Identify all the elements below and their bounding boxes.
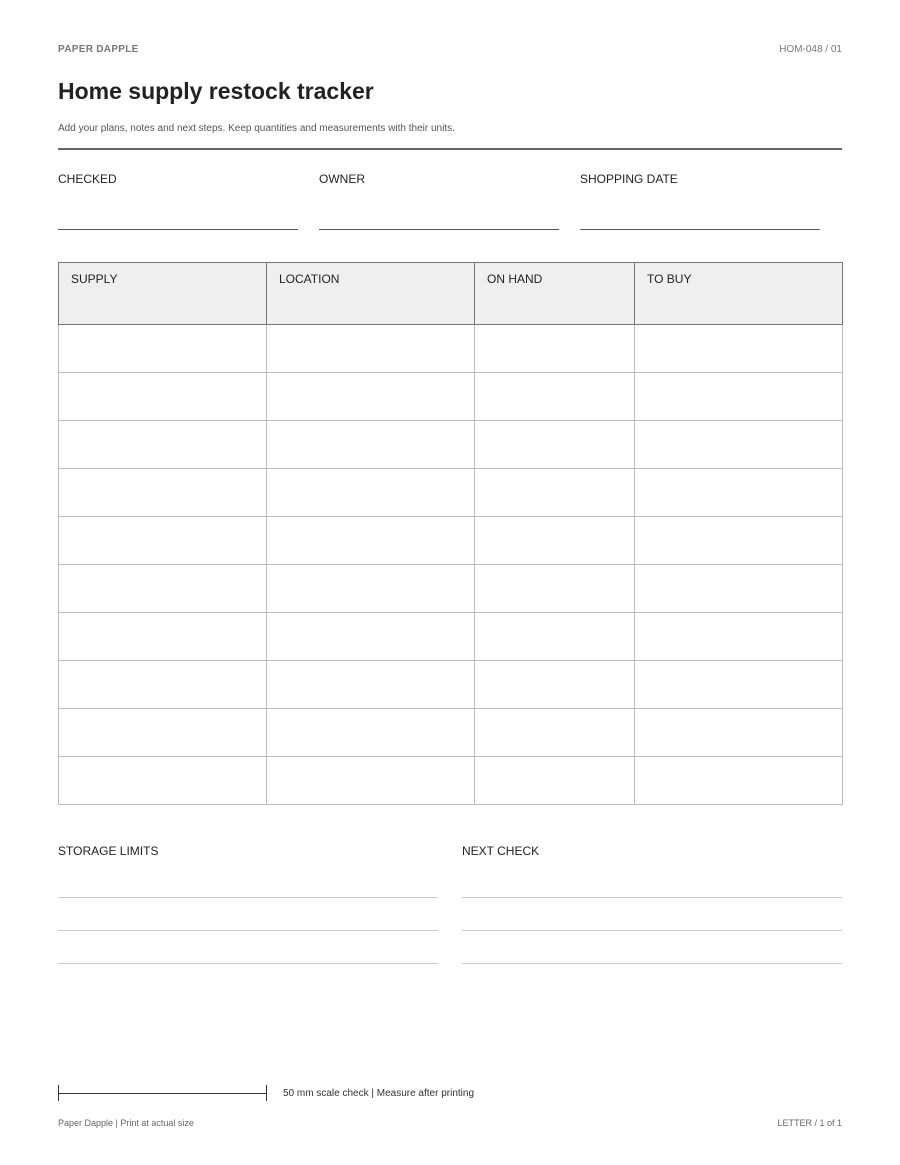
scale-check-text: 50 mm scale check | Measure after printing <box>283 1088 475 1099</box>
owner-label: OWNER <box>319 172 365 186</box>
storage-limits-line[interactable] <box>58 897 438 898</box>
shopping-date-write-line <box>580 229 820 230</box>
table-cell-supply[interactable] <box>59 613 267 661</box>
table-cell-to-buy[interactable] <box>635 757 843 805</box>
worksheet-page <box>58 0 842 1165</box>
table-header-row <box>59 263 843 325</box>
table-cell-location[interactable] <box>267 325 475 373</box>
table-cell-location[interactable] <box>267 517 475 565</box>
table-cell-on-hand[interactable] <box>475 421 635 469</box>
table-cell-supply[interactable] <box>59 709 267 757</box>
brand-name: PAPER DAPPLE <box>58 44 139 55</box>
table-cell-location[interactable] <box>267 469 475 517</box>
table-cell-to-buy[interactable] <box>635 325 843 373</box>
table-cell-to-buy[interactable] <box>635 565 843 613</box>
table-cell-on-hand[interactable] <box>475 661 635 709</box>
table-cell-supply[interactable] <box>59 757 267 805</box>
next-check-line[interactable] <box>462 930 842 931</box>
table-cell-location[interactable] <box>267 565 475 613</box>
checked-label: CHECKED <box>58 172 117 186</box>
table-cell-supply[interactable] <box>59 565 267 613</box>
scale-bar <box>58 1084 268 1102</box>
footer-left-text: Paper Dapple | Print at actual size <box>58 1118 194 1128</box>
table-cell-to-buy[interactable] <box>635 709 843 757</box>
column-header-location: LOCATION <box>267 263 475 325</box>
scale-line <box>58 1093 266 1094</box>
header-divider <box>58 148 842 150</box>
table-cell-on-hand[interactable] <box>475 757 635 805</box>
table-row <box>59 757 843 805</box>
table-cell-on-hand[interactable] <box>475 469 635 517</box>
table-cell-supply[interactable] <box>59 661 267 709</box>
table-cell-location[interactable] <box>267 709 475 757</box>
table-cell-on-hand[interactable] <box>475 325 635 373</box>
table-cell-on-hand[interactable] <box>475 709 635 757</box>
table-cell-on-hand[interactable] <box>475 565 635 613</box>
column-header-supply: SUPPLY <box>59 263 267 325</box>
table-cell-on-hand[interactable] <box>475 517 635 565</box>
table-cell-supply[interactable] <box>59 517 267 565</box>
table-cell-supply[interactable] <box>59 469 267 517</box>
table-cell-on-hand[interactable] <box>475 373 635 421</box>
table-row <box>59 613 843 661</box>
column-header-on-hand: ON HAND <box>475 263 635 325</box>
table-cell-supply[interactable] <box>59 373 267 421</box>
table-cell-to-buy[interactable] <box>635 421 843 469</box>
table-cell-to-buy[interactable] <box>635 517 843 565</box>
table-cell-supply[interactable] <box>59 421 267 469</box>
table-cell-location[interactable] <box>267 661 475 709</box>
shopping-date-field[interactable] <box>580 172 820 230</box>
table-cell-location[interactable] <box>267 757 475 805</box>
table-cell-to-buy[interactable] <box>635 469 843 517</box>
table-cell-to-buy[interactable] <box>635 661 843 709</box>
next-check-line[interactable] <box>462 897 842 898</box>
checked-field[interactable] <box>58 172 298 230</box>
scale-tick-end <box>266 1085 267 1101</box>
table-row <box>59 421 843 469</box>
table-row <box>59 325 843 373</box>
restock-table <box>58 262 843 805</box>
storage-limits-section <box>58 844 438 858</box>
page-subtitle: Add your plans, notes and next steps. Keep quantities and measurements with their units. <box>58 123 455 134</box>
table-row <box>59 565 843 613</box>
document-code: HOM-048 / 01 <box>779 44 842 55</box>
checked-write-line <box>58 229 298 230</box>
table-row <box>59 469 843 517</box>
owner-write-line <box>319 229 559 230</box>
storage-limits-label: STORAGE LIMITS <box>58 844 159 858</box>
table-body <box>59 325 843 805</box>
table-row <box>59 373 843 421</box>
table-cell-location[interactable] <box>267 421 475 469</box>
table-row <box>59 709 843 757</box>
table-cell-supply[interactable] <box>59 325 267 373</box>
table-cell-location[interactable] <box>267 613 475 661</box>
owner-field[interactable] <box>319 172 559 230</box>
table-cell-location[interactable] <box>267 373 475 421</box>
storage-limits-line[interactable] <box>58 963 438 964</box>
storage-limits-line[interactable] <box>58 930 438 931</box>
next-check-section <box>462 844 842 858</box>
page-title: Home supply restock tracker <box>58 78 374 104</box>
next-check-label: NEXT CHECK <box>462 844 540 858</box>
table-row <box>59 517 843 565</box>
next-check-line[interactable] <box>462 963 842 964</box>
table-cell-on-hand[interactable] <box>475 613 635 661</box>
column-header-to-buy: TO BUY <box>635 263 843 325</box>
table-cell-to-buy[interactable] <box>635 373 843 421</box>
shopping-date-label: SHOPPING DATE <box>580 172 678 186</box>
footer-right-text: LETTER / 1 of 1 <box>777 1118 842 1128</box>
table-row <box>59 661 843 709</box>
table-cell-to-buy[interactable] <box>635 613 843 661</box>
